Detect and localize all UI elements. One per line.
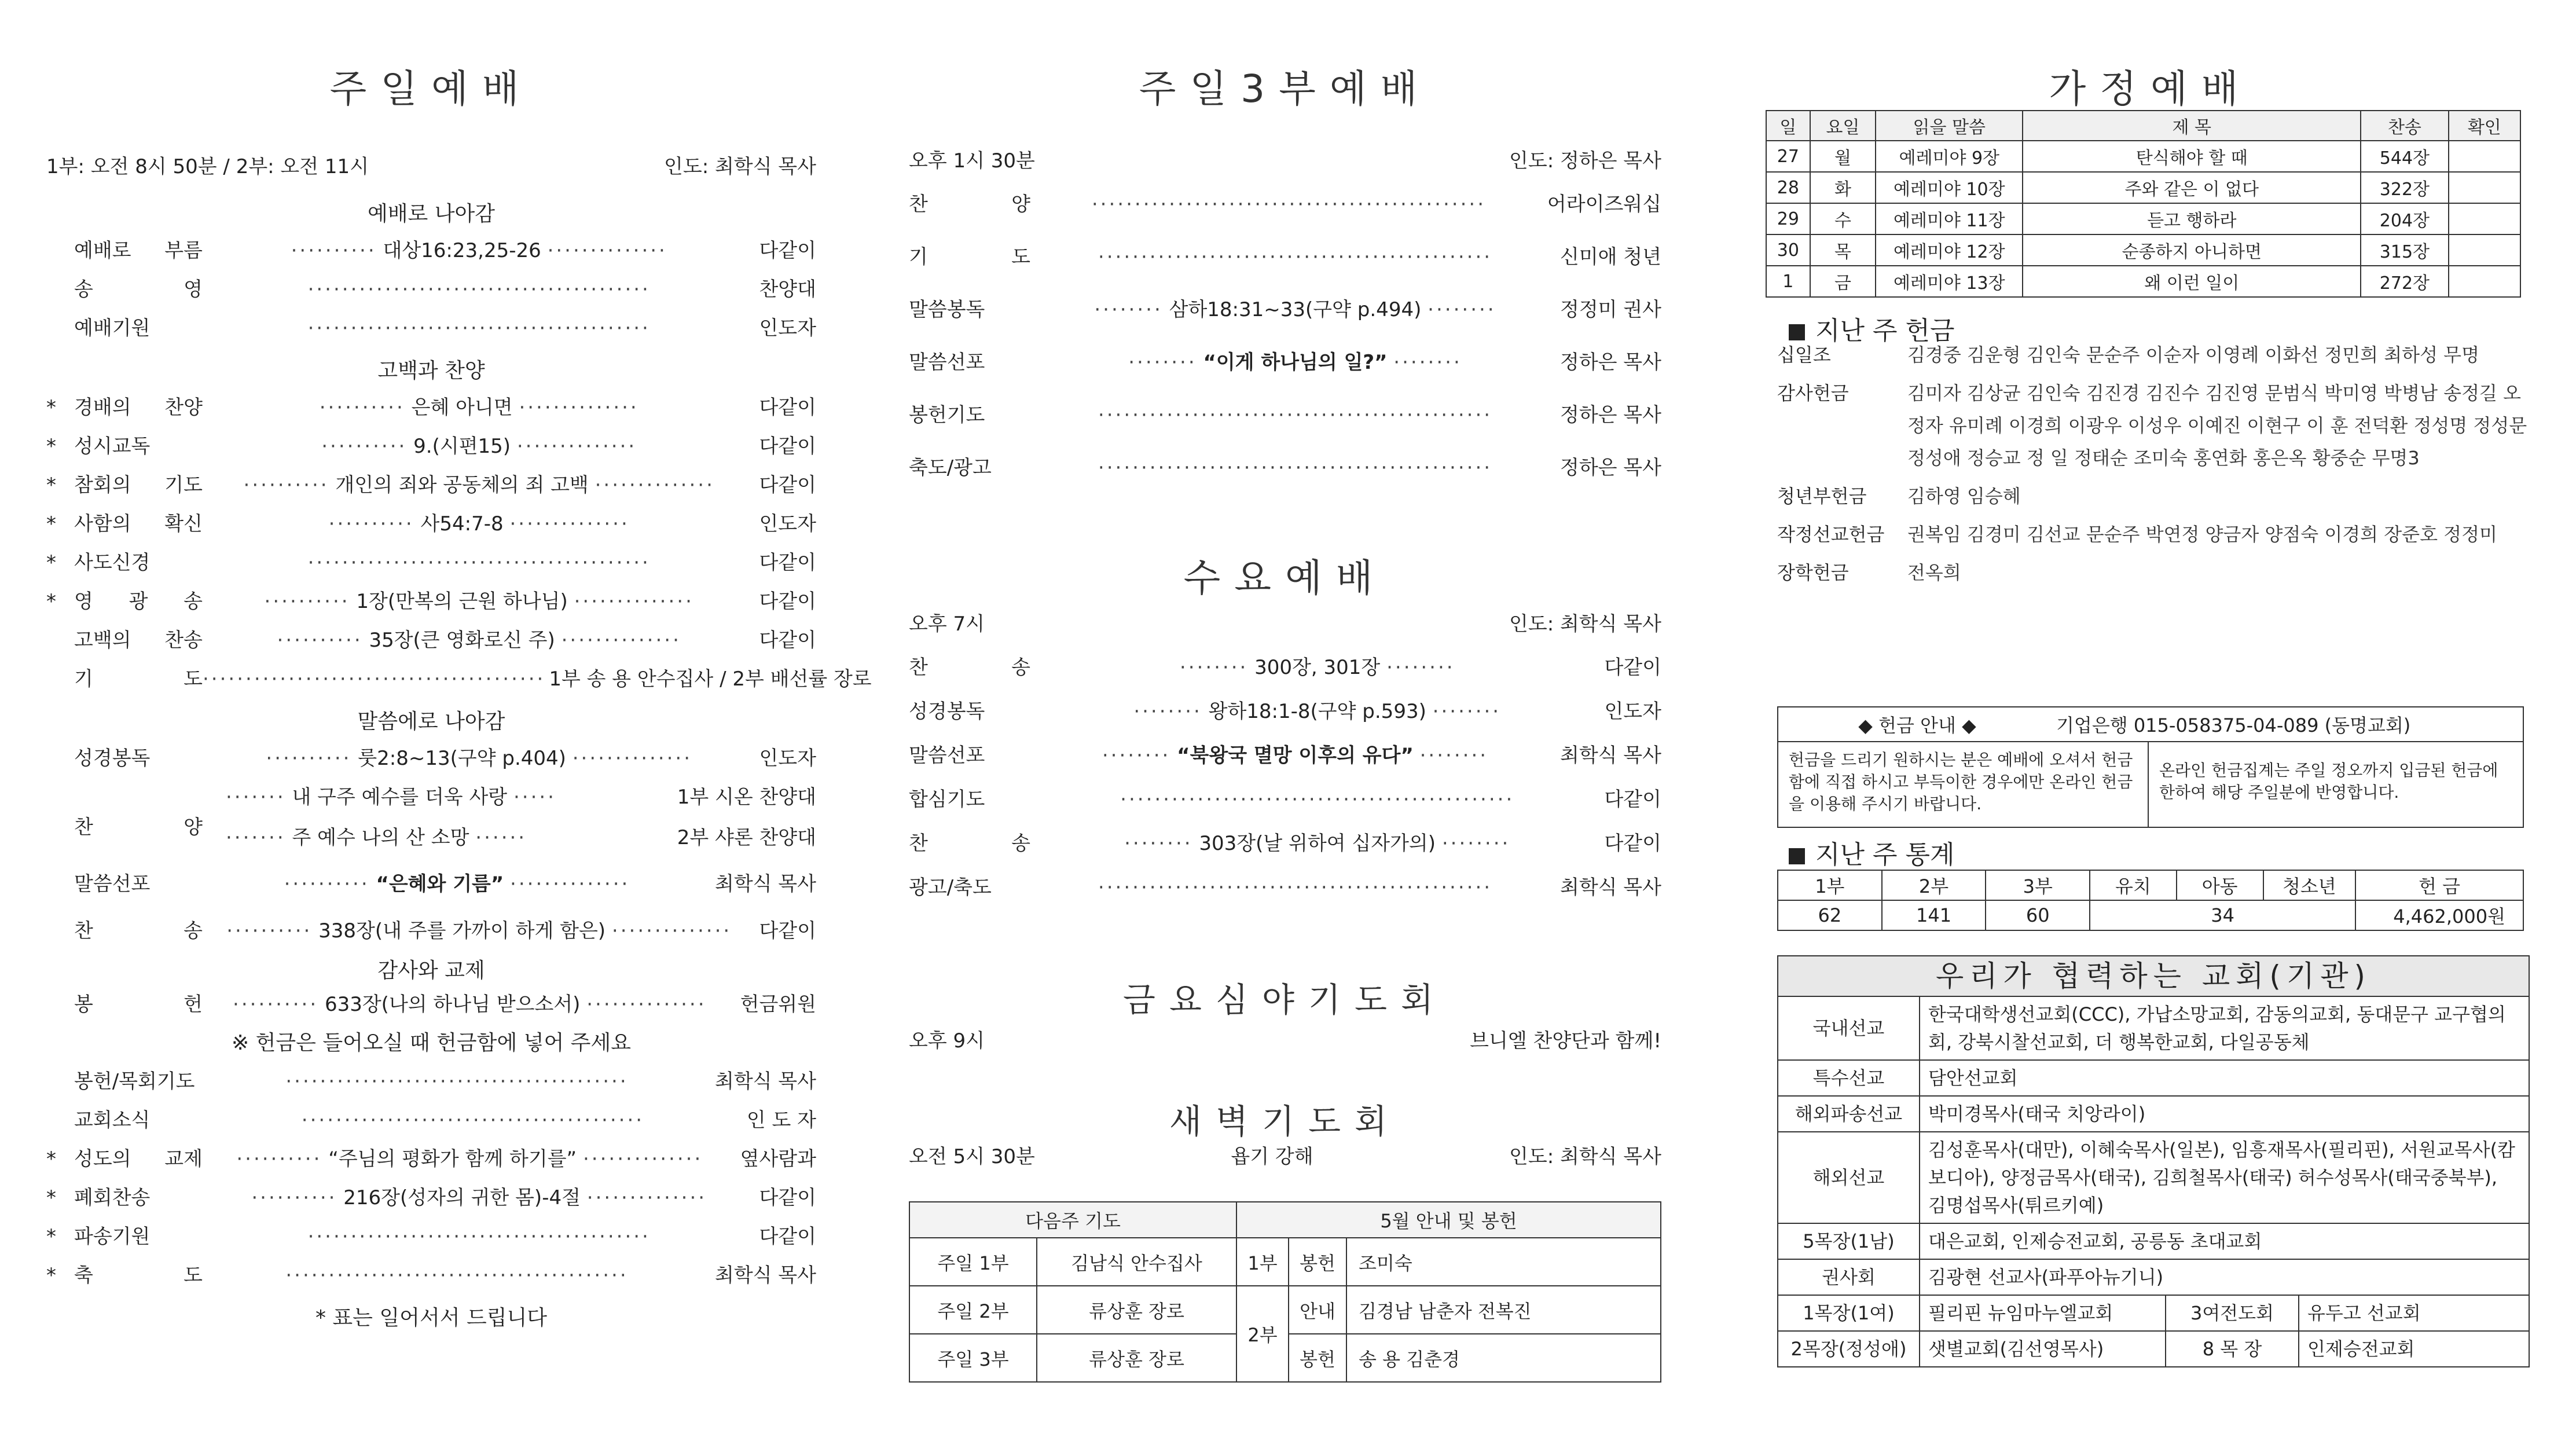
item-label: 찬 송 [74, 919, 203, 943]
stats-cell: 60 [1986, 900, 2090, 930]
standing-marker: * [46, 396, 56, 419]
bible-row [1766, 203, 2520, 234]
stats-cell: 141 [1882, 900, 1986, 930]
bank-title: ◆ 헌금 안내 ◆ [1858, 714, 1976, 736]
standing-marker: * [46, 1186, 56, 1209]
item-detail: “북왕국 멸망 이후의 유다” [1177, 744, 1414, 767]
bible-cell: 544장 [2361, 141, 2448, 172]
worship-item: 찬 송 ········ 303장(날 위하여 십자가의) ········ 다같이 [909, 827, 1661, 871]
item-label: 교회소식 [74, 1109, 151, 1132]
item-label: 성경봉독 [74, 747, 151, 770]
family-worship-title: 가정예배 [2049, 67, 2252, 111]
partner-category: 해외파송선교 [1778, 1097, 1920, 1131]
bank-account: 기업은행 015-058375-04-089 (동명교회) [2056, 714, 2411, 736]
worship-item: 성경봉독 ·········· 룻2:8~13(구약 p.404) ·············· 인도자 [46, 742, 816, 781]
dawn-leader: 인도: 최학식 목사 [1509, 1145, 1661, 1168]
dawn-title: 새벽기도회 [1169, 1102, 1401, 1141]
item-label: 파송기원 [74, 1225, 151, 1248]
worship-item: 합심기도 ·············································· 다같이 [909, 783, 1661, 827]
stats-head-cell: 1부 [1778, 870, 1882, 900]
service-time-line [46, 151, 816, 179]
standing-footnote: * 표는 일어서서 드립니다 [315, 1306, 548, 1330]
item-leader: 다같이 [759, 1186, 816, 1209]
worship-item: 말씀선포 ········ “북왕국 멸망 이후의 유다” ········ 최학식 목사 [909, 739, 1661, 783]
third-service-time: 오후 1시 30분 [909, 149, 1035, 173]
worship-item: * 성도의 교제 ·········· “주님의 평화가 함께 하기를” ·············· 옆사람과 [46, 1143, 816, 1182]
bible-cell: 금 [1810, 266, 1876, 297]
duty-label: 안내 [1289, 1286, 1346, 1334]
stats-title-text: 지난 주 통계 [1815, 840, 1955, 870]
bank-note-left: 헌금을 드리기 원하시는 분은 예배에 오셔서 헌금함에 직접 하시고 부득이한 경우에만 온라인 헌금을 이용해 주시기 바랍니다. [1778, 742, 2149, 827]
bible-cell: 322장 [2361, 172, 2448, 203]
bible-row [1766, 266, 2520, 297]
item-leader: 1부 송 용 안수집사 / 2부 배선률 장로 [549, 668, 872, 691]
item-leader: 다같이 [759, 919, 816, 943]
bible-cell: 예레미야 9장 [1876, 141, 2023, 172]
duty-person: 송 용 김춘경 [1346, 1334, 1661, 1382]
sermon-title: “은혜와 기름” [376, 872, 504, 896]
prayer-slot: 주일 3부 [909, 1334, 1037, 1382]
item-leader: 다같이 [1604, 656, 1661, 679]
friday-note: 브니엘 찬양단과 함께! [1470, 1029, 1661, 1053]
offering-type: 감사헌금 [1777, 382, 1849, 404]
partner-row [1778, 1260, 2529, 1296]
item-leader: 인도자 [759, 512, 816, 536]
stats-cell: 62 [1778, 900, 1882, 930]
worship-item: * 사도신경 ········································ 다같이 [46, 547, 816, 585]
bible-cell: 순종하지 아니하면 [2023, 234, 2361, 266]
partner-row [1778, 1224, 2529, 1260]
dawn-time: 오전 5시 30분 [909, 1145, 1035, 1168]
bible-row [1766, 234, 2520, 266]
item-detail: “이게 하나님의 일?” [1203, 351, 1388, 374]
partner-name: 담안선교회 [1928, 1067, 2018, 1089]
worship-item: 교회소식 ········································ 인 도 자 [46, 1104, 816, 1143]
partner-category: 국내선교 [1778, 997, 1920, 1059]
worship-item: 예배로 부름 ·········· 대상16:23,25-26 ·············· 다같이 [46, 234, 816, 273]
worship-item: 봉헌/목회기도 ········································ 최학식 목사 [46, 1065, 816, 1104]
bible-cell: 화 [1810, 172, 1876, 203]
standing-marker: * [46, 474, 56, 497]
item-leader: 다같이 [1604, 832, 1661, 855]
third-service-leader: 인도: 정하은 목사 [1509, 149, 1661, 173]
stats-section-title [1789, 834, 1955, 871]
anthem-song: 주 예수 나의 산 소망 [292, 826, 469, 849]
worship-item: 찬 송 ········ 300장, 301장 ········ 다같이 [909, 651, 1661, 695]
standing-marker: * [46, 1264, 56, 1287]
item-label: 성시교독 [74, 435, 151, 458]
item-detail: 사54:7-8 [420, 512, 504, 536]
stats-cell: 34 [2090, 900, 2355, 930]
prayer-slot: 주일 1부 [909, 1238, 1037, 1286]
item-label: 사도신경 [74, 551, 151, 574]
bible-cell: 1 [1766, 266, 1810, 297]
item-detail: 216장(성자의 귀한 몸)-4절 [343, 1186, 581, 1209]
item-leader: 다같이 [759, 435, 816, 458]
bible-cell: 204장 [2361, 203, 2448, 234]
item-detail: 삼하18:31~33(구약 p.494) [1169, 298, 1422, 321]
bible-cell: 월 [1810, 141, 1876, 172]
standing-marker: * [46, 512, 56, 536]
bible-cell: 315장 [2361, 234, 2448, 266]
item-leader: 다같이 [759, 239, 816, 262]
bible-row [1766, 141, 2520, 172]
standing-marker: * [46, 1147, 56, 1171]
worship-item: * 영 광 송 ·········· 1장(만복의 근원 하나님) ·············· 다같이 [46, 585, 816, 624]
item-detail: 35장(큰 영화로신 주) [369, 629, 555, 652]
bible-head-cell: 확인 [2449, 111, 2520, 141]
wednesday-time-line [909, 608, 1661, 636]
worship-item: 말씀선포 ·········· “은혜와 기름” ·············· 최학식 목사 [46, 868, 816, 907]
bible-reading-table [1766, 110, 2521, 298]
standing-marker: * [46, 1225, 56, 1248]
partner-name: 박미경목사(태국 치앙라이) [1928, 1103, 2146, 1125]
item-leader: 다같이 [759, 629, 816, 652]
part-label: 2부 [1236, 1286, 1289, 1382]
item-leader: 인도자 [1604, 700, 1661, 723]
standing-marker: * [46, 551, 56, 574]
item-label: 말씀선포 [909, 744, 985, 767]
partner-name: 샛별교회(김선영목사) [1920, 1332, 2166, 1366]
offering-names: 김미자 김상균 김인숙 김진경 김진수 김진영 문범식 박미영 박병남 송정길 오정자 유미례 이경희 이광우 이성우 이예진 이현구 이 훈 전덕환 정성명 정성문 정성애 정승교 정 일 정태순 조미숙 홍연화 홍은옥 황중순 무명3 [1907, 382, 2527, 469]
item-leader: 최학식 목사 [714, 1264, 816, 1287]
worship-item: 송 영 ········································ 찬양대 [46, 273, 816, 312]
bible-head-cell: 일 [1766, 111, 1810, 141]
item-leader: 최학식 목사 [1559, 876, 1661, 899]
item-detail: 은혜 아니면 [411, 396, 513, 419]
item-leader: 신미애 청년 [1559, 245, 1661, 269]
partner-category: 2목장(정성애) [1778, 1332, 1920, 1366]
item-leader: 다같이 [1604, 788, 1661, 811]
item-leader: 인도자 [759, 747, 816, 770]
item-detail: 300장, 301장 [1254, 656, 1381, 679]
item-detail: 633장(나의 하나님 받으소서) [324, 993, 581, 1016]
partner-category: 1목장(1여) [1778, 1296, 1920, 1330]
stats-head-cell: 2부 [1882, 870, 1986, 900]
duty-label: 봉헌 [1289, 1238, 1346, 1286]
bible-cell[interactable] [2449, 141, 2520, 172]
sunday-worship-column [46, 0, 872, 1441]
item-leader: 다같이 [759, 551, 816, 574]
item-leader: 최학식 목사 [1559, 744, 1661, 767]
item-label: 참회의 기도 [74, 474, 203, 497]
worship-item: 찬 양 ·············································· 어라이즈워십 [909, 188, 1661, 241]
item-detail: 대상16:23,25-26 [383, 239, 541, 262]
family-worship-column [1766, 0, 2535, 1441]
bible-cell: 예레미야 13장 [1876, 266, 2023, 297]
worship-item: * 축 도 ········································ 최학식 목사 [46, 1259, 816, 1298]
partner-category: 특수선교 [1778, 1061, 1920, 1095]
item-detail: 303장(날 위하여 십자가의) [1199, 832, 1436, 855]
bible-cell: 272장 [2361, 266, 2448, 297]
section-heading: 고백과 찬양 [377, 359, 485, 383]
bible-cell: 수 [1810, 203, 1876, 234]
offering-names: 김경중 김운형 김인숙 문순주 이순자 이영례 이화선 정민희 최하성 무명 [1907, 344, 2479, 366]
item-label: 기 도 [909, 245, 1030, 269]
item-label: 예배기원 [74, 317, 151, 340]
worship-item: 봉헌기도 ·············································· 정하은 목사 [909, 399, 1661, 452]
worship-item: * 파송기원 ········································ 다같이 [46, 1220, 816, 1259]
bible-cell: 예레미야 12장 [1876, 234, 2023, 266]
partner-name: 인제승전교회 [2307, 1338, 2415, 1360]
item-leader: 최학식 목사 [714, 872, 816, 896]
partner-category: 해외선교 [1778, 1132, 1920, 1223]
bible-cell: 탄식해야 할 때 [2023, 141, 2361, 172]
item-label: 찬 양 [74, 816, 203, 839]
item-label: 찬 양 [909, 193, 1030, 216]
bible-cell: 27 [1766, 141, 1810, 172]
offering-names: 전옥희 [1907, 562, 1961, 584]
sunday-worship-title: 주일예배 [329, 67, 533, 111]
partner-row [1778, 1097, 2529, 1132]
bible-cell[interactable] [2449, 234, 2520, 266]
item-detail: 룻2:8~13(구약 p.404) [358, 747, 566, 770]
anthem-choir: 1부 시온 찬양대 [677, 786, 816, 809]
item-label: 폐회찬송 [74, 1186, 151, 1209]
worship-item: * 폐회찬송 ·········· 216장(성자의 귀한 몸)-4절 ·············· 다같이 [46, 1182, 816, 1220]
item-leader: 다같이 [759, 590, 816, 613]
offering-type: 장학헌금 [1777, 562, 1849, 584]
partner-name: 한국대학생선교회(CCC), 가납소망교회, 감동의교회, 동대문구 교구협의회, 강북시찰선교회, 더 행복한교회, 다일공동체 [1928, 1003, 2506, 1053]
item-label: 말씀선포 [74, 872, 151, 896]
section-heading: 예배로 나아감 [367, 202, 496, 226]
worship-item: * 사함의 확신 ·········· 사54:7-8 ·············· 인도자 [46, 508, 816, 547]
offering-title-text: 지난 주 헌금 [1815, 316, 1955, 346]
stats-table [1777, 870, 2524, 931]
part-label: 1부 [1236, 1238, 1289, 1286]
partner-name: 대은교회, 인제승전교회, 공릉동 초대교회 [1928, 1230, 2262, 1252]
item-leader: 정하은 목사 [1559, 351, 1661, 374]
section-heading: 말씀에로 나아감 [357, 710, 505, 734]
partner-name: 김광현 선교사(파푸아뉴기니) [1928, 1266, 2164, 1288]
standing-marker: * [46, 435, 56, 458]
friday-time: 오후 9시 [909, 1029, 985, 1053]
item-label: 고백의 찬송 [74, 629, 203, 652]
section-heading: 감사와 교제 [377, 959, 485, 982]
partner-name: 유두고 선교회 [2307, 1302, 2421, 1324]
prayer-slot: 주일 2부 [909, 1286, 1037, 1334]
partner-title: 우리가 협력하는 교회(기관) [1778, 956, 2529, 997]
item-label: 축 도 [74, 1264, 203, 1287]
item-label: 찬 송 [909, 656, 1030, 679]
stats-head-cell: 헌 금 [2355, 870, 2523, 900]
offering-row [1777, 480, 2530, 512]
third-service-column [909, 0, 1661, 1441]
partner-category: 8 목 장 [2166, 1332, 2299, 1366]
item-leader: 다같이 [759, 396, 816, 419]
item-leader: 최학식 목사 [714, 1070, 816, 1093]
bible-head-cell: 찬송 [2361, 111, 2448, 141]
item-label: 영 광 송 [74, 590, 203, 613]
partner-row [1778, 1296, 2529, 1332]
offering-note: ※ 헌금은 들어오실 때 헌금함에 넣어 주세요 [231, 1031, 632, 1055]
third-service-time-line [909, 145, 1661, 173]
item-label: 경배의 찬양 [74, 396, 203, 419]
prayer-person: 김남식 안수집사 [1037, 1238, 1236, 1286]
partner-name: 필리핀 뉴임마누엘교회 [1920, 1296, 2166, 1330]
bible-head-cell: 읽을 말씀 [1876, 111, 2023, 141]
offering-names: 김하영 임승혜 [1907, 485, 2021, 507]
worship-item: 예배기원 ········································ 인도자 [46, 312, 816, 351]
worship-item: 기 도 ·············································· 신미애 청년 [909, 241, 1661, 294]
item-leader: 옆사람과 [740, 1147, 816, 1171]
worship-item: * 경배의 찬양 ·········· 은혜 아니면 ·············· 다같이 [46, 391, 816, 430]
item-leader: 정정미 권사 [1559, 298, 1661, 321]
item-label: 기 도 [74, 668, 203, 691]
worship-item: * 성시교독 ·········· 9.(시편15) ·············· 다같이 [46, 430, 816, 469]
partner-category: 5목장(1남) [1778, 1224, 1920, 1259]
item-label: 성도의 교제 [74, 1147, 203, 1171]
item-label: 봉헌기도 [909, 404, 985, 427]
bank-box [1777, 706, 2524, 828]
square-bullet-icon [1789, 848, 1805, 864]
bible-cell: 목 [1810, 234, 1876, 266]
item-detail: 개인의 죄와 공동체의 죄 고백 [335, 474, 589, 497]
item-leader: 헌금위원 [740, 993, 816, 1016]
item-detail: 왕하18:1-8(구약 p.593) [1208, 700, 1426, 723]
stats-head-cell: 3부 [1986, 870, 2090, 900]
stats-head-cell: 유치 [2090, 870, 2177, 900]
worship-item: 광고/축도 ·············································· 최학식 목사 [909, 871, 1661, 915]
third-service-title: 주일3부예배 [1139, 67, 1432, 111]
bible-cell: 29 [1766, 203, 1810, 234]
bible-head-cell: 제 목 [2023, 111, 2361, 141]
wednesday-time: 오후 7시 [909, 613, 985, 636]
wednesday-leader: 인도: 최학식 목사 [1509, 613, 1661, 636]
partner-row [1778, 1132, 2529, 1224]
worship-item: 성경봉독 ········ 왕하18:1-8(구약 p.593) ········ 인도자 [909, 695, 1661, 739]
item-leader: 정하은 목사 [1559, 404, 1661, 427]
item-label: 합심기도 [909, 788, 985, 811]
item-label: 성경봉독 [909, 700, 985, 723]
prayer-person: 류상훈 장로 [1037, 1286, 1236, 1334]
item-leader: 어라이즈워십 [1547, 193, 1661, 216]
offering-names: 권복임 김경미 김선교 문순주 박연정 양금자 양점숙 이경희 장준호 정정미 [1907, 523, 2497, 545]
wednesday-title: 수요예배 [1183, 556, 1387, 600]
item-detail: “주님의 평화가 함께 하기를” [328, 1147, 577, 1171]
prayer-person: 류상훈 장로 [1037, 1334, 1236, 1382]
bible-cell: 예레미야 10장 [1876, 172, 2023, 203]
anthem-song: 내 구주 예수를 더욱 사랑 [292, 786, 508, 809]
offering-type: 십일조 [1777, 344, 1831, 366]
partner-row [1778, 1332, 2529, 1366]
dawn-line [909, 1141, 1661, 1169]
anthem-item: 찬 양 ······· 내 구주 예수를 더욱 사랑 ····· 1부 시온 찬양대 ······· 주 예수 나의 산 소망 ······ 2부 샤론 찬양대 [46, 781, 816, 862]
partner-name: 김성훈목사(대만), 이혜숙목사(일본), 임흥재목사(필리핀), 서원교목사(캄보디아), 양정금목사(태국), 김희철목사(태국) 허수성목사(태국중북부), 김명섭목사(튀르키예) [1928, 1139, 2515, 1216]
item-label: 광고/축도 [909, 876, 992, 899]
bible-cell: 예레미야 11장 [1876, 203, 2023, 234]
bible-cell: 듣고 행하라 [2023, 203, 2361, 234]
partner-box [1777, 955, 2530, 1367]
bible-cell[interactable] [2449, 172, 2520, 203]
prayer-head-right: 5월 안내 및 봉헌 [1236, 1202, 1661, 1238]
partner-category: 3여전도회 [2166, 1296, 2299, 1330]
bible-cell: 주와 같은 이 없다 [2023, 172, 2361, 203]
item-label: 사함의 확신 [74, 512, 203, 536]
worship-item: 축도/광고 ·············································· 정하은 목사 [909, 452, 1661, 504]
item-leader: 인 도 자 [746, 1109, 816, 1132]
partner-row [1778, 1061, 2529, 1097]
item-label: 축도/광고 [909, 456, 992, 479]
bible-cell[interactable] [2449, 203, 2520, 234]
item-leader: 다같이 [759, 474, 816, 497]
offering-row [1777, 377, 2530, 474]
item-leader: 다같이 [759, 1225, 816, 1248]
stats-cell: 4,462,000원 [2355, 900, 2523, 930]
bible-cell: 왜 이런 일이 [2023, 266, 2361, 297]
bible-cell[interactable] [2449, 266, 2520, 297]
item-detail: 338장(내 주를 가까이 하게 함은) [318, 919, 606, 943]
worship-item: 찬 송 ·········· 338장(내 주를 가까이 하게 함은) ·············· 다같이 [46, 915, 816, 954]
duty-label: 봉헌 [1289, 1334, 1346, 1382]
offering-type: 작정선교헌금 [1777, 523, 1885, 545]
offering-row [1777, 556, 2530, 589]
service-time: 1부: 오전 8시 50분 / 2부: 오전 11시 [46, 155, 369, 178]
item-leader: 인도자 [759, 317, 816, 340]
item-label: 예배로 부름 [74, 239, 203, 262]
item-detail: 9.(시편15) [413, 435, 511, 458]
worship-item: 기 도 ········································ 1부 송 용 안수집사 / 2부 배선률 장로 [46, 663, 816, 702]
anthem-choir: 2부 샤론 찬양대 [677, 826, 816, 849]
prayer-head-left: 다음주 기도 [909, 1202, 1236, 1238]
item-label: 말씀선포 [909, 351, 985, 374]
item-label: 봉헌/목회기도 [74, 1070, 195, 1093]
leader: 인도: 최학식 목사 [664, 155, 816, 178]
worship-item: 말씀봉독 ········ 삼하18:31~33(구약 p.494) ········ 정정미 권사 [909, 294, 1661, 346]
stats-head-cell: 아동 [2177, 870, 2263, 900]
square-bullet-icon [1789, 324, 1805, 340]
dawn-subject: 욥기 강해 [1231, 1145, 1313, 1168]
bible-row [1766, 172, 2520, 203]
duty-person: 김경남 남춘자 전복진 [1346, 1286, 1661, 1334]
offering-row [1777, 518, 2530, 551]
bank-note-right: 온라인 헌금집계는 주일 정오까지 입금된 헌금에 한하여 해당 주일분에 반영합니다. [2159, 761, 2498, 802]
item-detail: 1장(만복의 근원 하나님) [356, 590, 568, 613]
item-label: 찬 송 [909, 832, 1030, 855]
item-label: 봉 헌 [74, 993, 203, 1016]
stats-head-cell: 청소년 [2263, 870, 2356, 900]
friday-line [909, 1025, 1661, 1053]
item-leader: 정하은 목사 [1559, 456, 1661, 479]
offering-row [1777, 339, 2530, 371]
bible-cell: 28 [1766, 172, 1810, 203]
bible-head-cell: 요일 [1810, 111, 1876, 141]
partner-row [1778, 997, 2529, 1061]
offering-type: 청년부헌금 [1777, 485, 1867, 507]
worship-item: * 참회의 기도 ·········· 개인의 죄와 공동체의 죄 고백 ·············· 다같이 [46, 469, 816, 508]
worship-item: 봉 헌 ·········· 633장(나의 하나님 받으소서) ·············· 헌금위원 [46, 988, 816, 1027]
item-label: 말씀봉독 [909, 298, 985, 321]
partner-category: 권사회 [1778, 1260, 1920, 1295]
worship-item: 고백의 찬송 ·········· 35장(큰 영화로신 주) ·············· 다같이 [46, 624, 816, 663]
item-label: 송 영 [74, 278, 203, 301]
duty-person: 조미숙 [1346, 1238, 1661, 1286]
friday-title: 금요심야기도회 [1122, 980, 1448, 1020]
prayer-table [909, 1201, 1661, 1383]
item-leader: 찬양대 [759, 278, 816, 301]
bible-cell: 30 [1766, 234, 1810, 266]
worship-item: 말씀선포 ········ “이게 하나님의 일?” ········ 정하은 목사 [909, 346, 1661, 399]
standing-marker: * [46, 590, 56, 613]
